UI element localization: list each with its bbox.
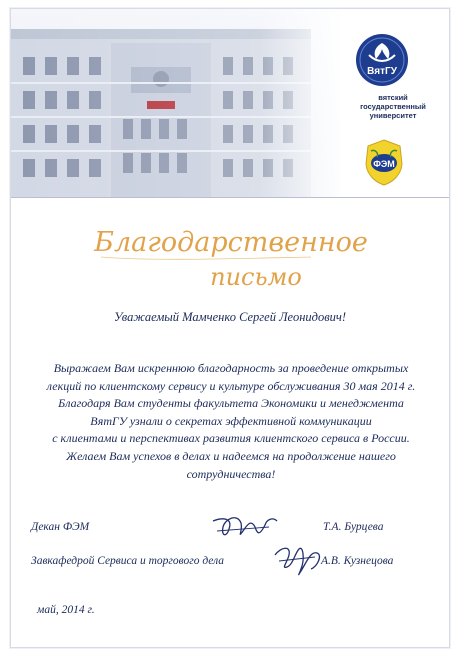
- signatory-role-1: Декан ФЭМ: [31, 521, 90, 533]
- letter-date: май, 2014 г.: [37, 604, 95, 616]
- signatory-name-1: Т.А. Бурцева: [323, 521, 384, 533]
- fem-faculty-logo-icon: [359, 137, 409, 187]
- letter-header: [11, 9, 449, 198]
- body-line: Выражаем Вам искреннюю благодарность за проведение открытых: [53, 361, 409, 375]
- title-line-2: письмо: [210, 263, 302, 291]
- letter-body: [21, 360, 441, 483]
- vyatgu-logo-icon: [355, 33, 409, 87]
- body-line: ВятГУ узнали о секретах эффективной коммуникации: [90, 413, 372, 428]
- body-line: с клиентами и перспективах развития клиентского сервиса в России.: [52, 431, 410, 446]
- body-line: Желаем Вам успехов в делах и надеемся на продолжение нашего: [66, 448, 396, 463]
- letter-page: [10, 8, 450, 648]
- signatory-role-2: Завкафедрой Сервиса и торгового дела: [31, 555, 225, 567]
- body-line: Благодаря Вам студенты факультета Экономики и менеджмента: [58, 396, 404, 411]
- university-name-line: вятский: [378, 93, 408, 102]
- letter-title: [71, 217, 391, 297]
- university-name-line: государственный: [360, 102, 426, 111]
- body-line: сотрудничества!: [186, 466, 276, 481]
- emblem-text: ВятГУ: [367, 66, 397, 77]
- university-name: [337, 93, 449, 120]
- signatory-name-2: А.В. Кузнецова: [321, 555, 394, 567]
- fem-emblem-text: ФЭМ: [373, 159, 395, 169]
- university-building-image: [11, 9, 341, 197]
- logos-column: [337, 9, 449, 197]
- body-line: лекций по клиентскому сервису и культуре обслуживания 30 мая 2014 г.: [46, 378, 416, 393]
- title-line-1: Благодарственное: [94, 227, 368, 258]
- university-name-line: университет: [369, 111, 417, 120]
- greeting: Уважаемый Мамченко Сергей Леонидович!: [113, 310, 347, 324]
